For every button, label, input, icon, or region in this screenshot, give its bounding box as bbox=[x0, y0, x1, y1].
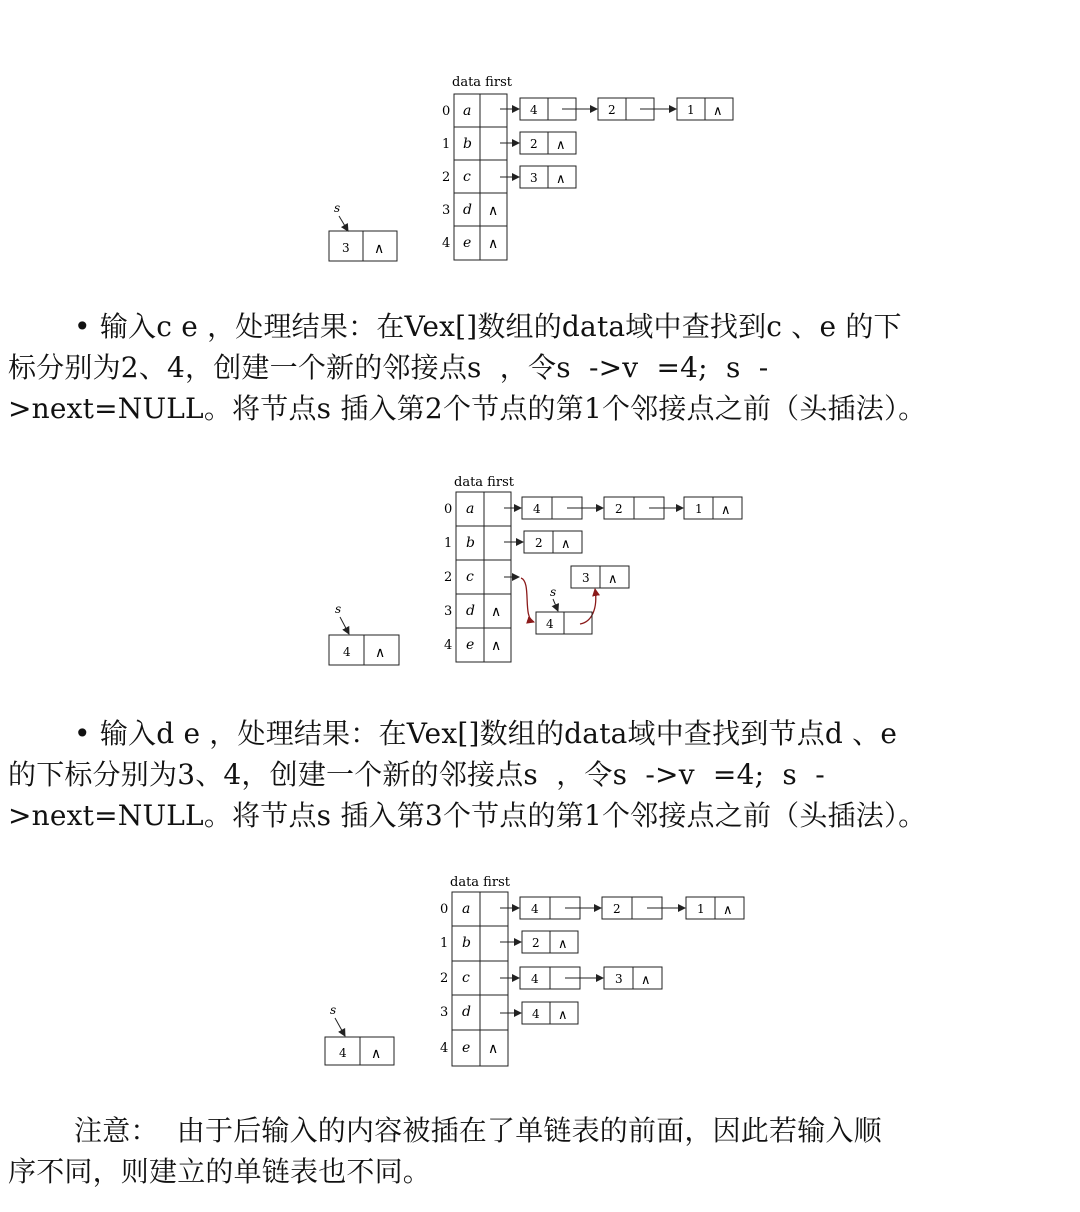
s-pointer-label: s bbox=[335, 602, 342, 616]
vertex-data-e: e bbox=[466, 637, 475, 653]
vertex-index-0: 0 bbox=[442, 104, 451, 119]
node-a-2: 2 bbox=[615, 502, 623, 516]
header-label: data first bbox=[450, 875, 510, 890]
vertex-data-b: b bbox=[463, 136, 472, 152]
vertex-data-d: d bbox=[466, 603, 475, 619]
vertex-data-d: d bbox=[462, 1004, 471, 1020]
vertex-data-c: c bbox=[463, 169, 471, 185]
vertex-index-4: 4 bbox=[444, 638, 453, 653]
vertex-index-0: 0 bbox=[440, 902, 449, 917]
node-b-1: 2 bbox=[532, 936, 540, 950]
null-a: ∧ bbox=[721, 503, 731, 518]
s-pointer-label: s bbox=[334, 201, 341, 215]
vertex-data-a: a bbox=[463, 103, 472, 119]
null-b: ∧ bbox=[556, 138, 566, 153]
figure-2 bbox=[0, 468, 1080, 673]
node-a-1: 4 bbox=[531, 902, 539, 916]
vertex-index-4: 4 bbox=[440, 1041, 449, 1056]
adjacency-diagram-3 bbox=[0, 868, 1080, 1073]
null-first-e: ∧ bbox=[488, 236, 499, 252]
node-a-3: 1 bbox=[687, 103, 695, 117]
paragraph-1 bbox=[8, 306, 1066, 429]
null-a: ∧ bbox=[723, 903, 733, 918]
node-a-3: 1 bbox=[697, 902, 705, 916]
node-a-3: 1 bbox=[695, 502, 703, 516]
note-line-1: 注意： 由于后输入的内容被插在了单链表的前面，因此若输入顺 bbox=[74, 1114, 882, 1147]
vertex-index-0: 0 bbox=[444, 502, 453, 517]
vertex-data-e: e bbox=[462, 1040, 471, 1056]
node-c-1: 4 bbox=[531, 972, 539, 986]
null-d: ∧ bbox=[558, 1008, 568, 1023]
paragraph-2 bbox=[8, 713, 1066, 836]
vertex-index-3: 3 bbox=[442, 203, 451, 218]
vertex-index-3: 3 bbox=[440, 1005, 449, 1020]
figure-3 bbox=[0, 868, 1080, 1073]
vertex-data-d: d bbox=[463, 202, 472, 218]
paragraph-2-line-1: • 输入d e ，处理结果：在Vex[]数组的data域中查找到节点d 、e bbox=[74, 717, 898, 750]
null-first-e: ∧ bbox=[491, 638, 502, 654]
null-first-e: ∧ bbox=[488, 1041, 499, 1057]
s-node-value: 4 bbox=[339, 1046, 347, 1060]
vertex-index-3: 3 bbox=[444, 604, 453, 619]
null-a: ∧ bbox=[713, 104, 723, 119]
vertex-data-c: c bbox=[466, 569, 474, 585]
adjacency-diagram-2 bbox=[0, 468, 1080, 673]
s-node-value: 3 bbox=[342, 241, 350, 255]
null-b: ∧ bbox=[561, 537, 571, 552]
node-c-1: 3 bbox=[530, 171, 538, 185]
moving-node-value: 4 bbox=[546, 617, 554, 631]
old-head-node: 3 bbox=[582, 571, 590, 585]
vertex-index-2: 2 bbox=[440, 971, 449, 986]
s-pointer-label: s bbox=[330, 1003, 337, 1017]
vertex-index-1: 1 bbox=[444, 536, 453, 551]
vertex-data-e: e bbox=[463, 235, 472, 251]
null-first-d: ∧ bbox=[488, 203, 499, 219]
null-s: ∧ bbox=[371, 1046, 382, 1062]
paragraph-2-line-3: >next=NULL。将节点s 插入第3个节点的第1个邻接点之前（头插法）。 bbox=[8, 799, 927, 832]
node-b-1: 2 bbox=[530, 137, 538, 151]
paragraph-1-line-3: >next=NULL。将节点s 插入第2个节点的第1个邻接点之前（头插法）。 bbox=[8, 392, 927, 425]
null-c: ∧ bbox=[641, 973, 651, 988]
red-link-arrow bbox=[580, 589, 596, 624]
vertex-data-c: c bbox=[462, 970, 470, 986]
node-a-2: 2 bbox=[613, 902, 621, 916]
header-label: data first bbox=[454, 475, 514, 490]
null-c: ∧ bbox=[556, 172, 566, 187]
header-label: data first bbox=[452, 75, 512, 90]
vertex-data-b: b bbox=[462, 935, 471, 951]
paragraph-1-line-2: 标分别为2、4，创建一个新的邻接点s ，令s ->v =4; s - bbox=[8, 351, 769, 384]
s-node-value: 4 bbox=[343, 645, 351, 659]
null-old-head: ∧ bbox=[608, 572, 618, 587]
s-pointer-new: s bbox=[550, 585, 557, 599]
vertex-index-1: 1 bbox=[440, 936, 449, 951]
vertex-data-b: b bbox=[466, 535, 475, 551]
vertex-index-2: 2 bbox=[444, 570, 453, 585]
paragraph-2-line-2: 的下标分别为3、4，创建一个新的邻接点s ，令s ->v =4; s - bbox=[8, 758, 825, 791]
node-c-2: 3 bbox=[615, 972, 623, 986]
null-first-d: ∧ bbox=[491, 604, 502, 620]
note-line-2: 序不同，则建立的单链表也不同。 bbox=[8, 1155, 432, 1188]
node-a-1: 4 bbox=[530, 103, 538, 117]
vertex-index-2: 2 bbox=[442, 170, 451, 185]
note-paragraph bbox=[8, 1110, 1066, 1192]
node-a-2: 2 bbox=[608, 103, 616, 117]
null-b: ∧ bbox=[558, 937, 568, 952]
node-b-1: 2 bbox=[535, 536, 543, 550]
vertex-data-a: a bbox=[466, 501, 475, 517]
red-insert-arrow bbox=[521, 578, 534, 622]
null-s: ∧ bbox=[375, 645, 386, 661]
vertex-index-4: 4 bbox=[442, 236, 451, 251]
vertex-index-1: 1 bbox=[442, 137, 451, 152]
null-s: ∧ bbox=[374, 241, 385, 257]
figure-1 bbox=[0, 70, 1080, 270]
node-a-1: 4 bbox=[533, 502, 541, 516]
adjacency-diagram-1 bbox=[0, 70, 1080, 270]
paragraph-1-line-1: • 输入c e ，处理结果：在Vex[]数组的data域中查找到c 、e 的下 bbox=[74, 310, 902, 343]
vertex-data-a: a bbox=[462, 901, 471, 917]
node-d-1: 4 bbox=[532, 1007, 540, 1021]
